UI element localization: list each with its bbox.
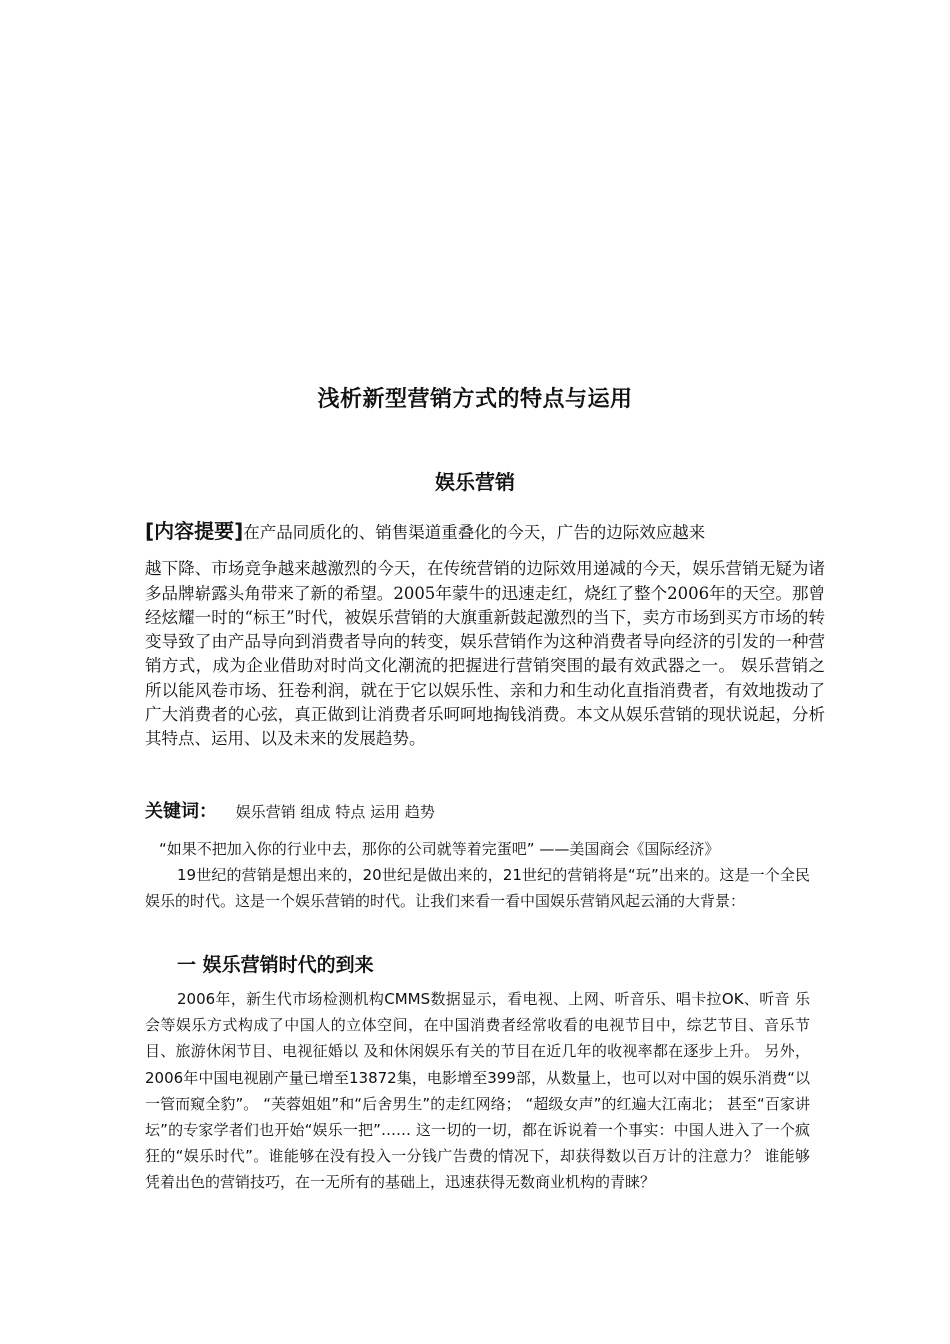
keywords-label: 关键词： [145, 801, 217, 822]
abstract-first-line [145, 519, 825, 545]
keywords-text: 娱乐营销 组成 特点 运用 趋势 [235, 803, 435, 821]
keywords-section [145, 797, 825, 823]
abstract-section [145, 519, 825, 752]
epigraph-quote: “如果不把加入你的行业中去，那你的公司就等着完蛋吧” ——美国商会《国际经济》 [159, 840, 720, 858]
intro-paragraph: 19世纪的营销是想出来的，20世纪是做出来的，21世纪的营销将是“玩”出来的。这是一个全民娱乐的时代。这是一个娱乐营销的时代。让我们来看一看中国娱乐营销风起云涌的大背景： [145, 866, 810, 910]
abstract-first-line-text: 在产品同质化的、销售渠道重叠化的今天，广告的边际效应越来 [243, 523, 706, 542]
section-paragraph: 2006年，新生代市场检测机构CMMS数据显示，看电视、上网、听音乐、唱卡拉OK、听音 乐会等娱乐方式构成了中国人的立体空间，在中国消费者经常收看的电视节目中，综艺节目、音乐节目、旅游休闲节目、电视征婚以 及和休闲娱乐有关的节目在近几年的收视率都在逐步上升。 另外，2006年中国电视剧产量已增至13872集，电影增至399部，从数量上，也可以对中国的娱乐消费“以一管而窥全豹”。 “芙蓉姐姐”和“后舍男生”的走红网络； “超级女声”的红遍大江南北； 甚至“百家讲坛”的专家学者们也开始“娱乐一把”…… 这一切的一切，都在诉说着一个事实：中国人进入了一个疯狂的“娱乐时代”。谁能够在没有投入一分钱广告费的情况下，却获得数以百万计的注意力？ 谁能够凭着出色的营销技巧，在一无所有的基础上，迅速获得无数商业机构的青睐？ [145, 990, 810, 1192]
abstract-label: [内容提要] [145, 519, 244, 543]
intro-block [145, 836, 810, 914]
section-heading: 一 娱乐营销时代的到来 [177, 954, 374, 976]
abstract-text: 越下降、市场竞争越来越激烈的今天，在传统营销的边际效用递减的今天，娱乐营销无疑为诸多品牌崭露头角带来了新的希望。2005年蒙牛的迅速走红，烧红了整个2006年的天空。那曾经炫耀一时的“标王”时代，被娱乐营销的大旗重新鼓起激烈的当下，卖方市场到买方市场的转变导致了由产品导向到消费者导向的转变，娱乐营销作为这种消费者导向经济的引发的一种营销方式，成为企业借助对时尚文化潮流的把握进行营销突围的最有效武器之一。 娱乐营销之所以能风卷市场、狂卷利润，就在于它以娱乐性、亲和力和生动化直指消费者，有效地拨动了广大消费者的心弦，真正做到让消费者乐呵呵地掏钱消费。本文从娱乐营销的现状说起，分析其特点、运用、以及未来的发展趋势。 [145, 559, 825, 749]
document-title: 浅析新型营销方式的特点与运用 [317, 387, 633, 412]
document-subtitle: 娱乐营销 [435, 470, 515, 494]
